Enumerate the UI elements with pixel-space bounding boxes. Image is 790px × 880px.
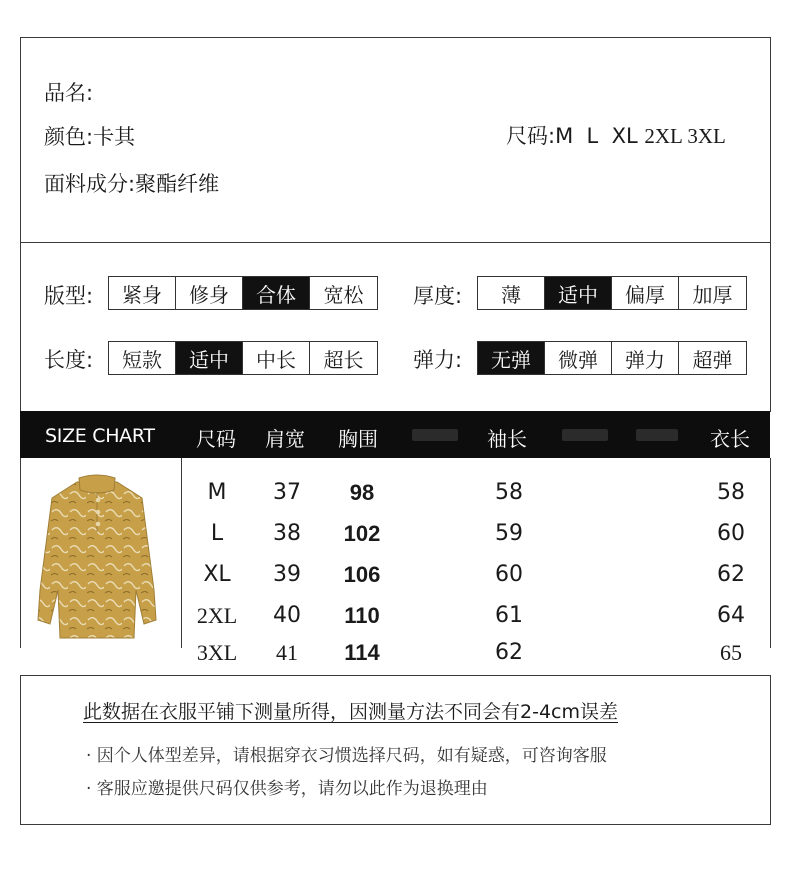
cell-size: 2XL (196, 603, 238, 628)
thickness-selector (477, 276, 747, 310)
size-chart-header (20, 411, 770, 458)
length-option-0: 短款 (109, 342, 176, 374)
cell-shoulder: 38 (273, 521, 301, 546)
cell-size: L (210, 521, 224, 546)
fit-option-2: 合体 (243, 277, 310, 309)
length-option-2: 中长 (243, 342, 310, 374)
fabric-label: 面料成分: (44, 172, 136, 196)
cell-length: 64 (717, 603, 745, 628)
elasticity-label: 弹力: (413, 348, 463, 372)
chart-left-line (20, 458, 21, 648)
fit-selector (108, 276, 378, 310)
header-size: 尺码 (196, 427, 236, 451)
thickness-option-3: 加厚 (692, 282, 733, 307)
header-chest: 胸围 (338, 427, 378, 451)
elasticity-option-2: 弹力 (612, 342, 679, 374)
notes-left (20, 675, 21, 825)
elasticity-option-3: 超弹 (692, 347, 733, 372)
cell-chest: 102 (343, 521, 381, 546)
section-divider (20, 242, 771, 243)
fabric-value: 聚酯纤维 (135, 172, 220, 196)
sizes-sans: M L XL (555, 124, 638, 148)
image-divider (181, 458, 182, 648)
size-row (506, 120, 726, 150)
cell-sleeve: 58 (495, 480, 523, 505)
cell-length: 60 (717, 521, 745, 546)
cell-length: 65 (720, 640, 742, 665)
header-sleeve: 袖长 (487, 427, 527, 451)
header-smudge (412, 429, 458, 441)
cell-size: 3XL (196, 640, 238, 665)
color-value: 卡其 (93, 125, 136, 149)
header-length: 衣长 (710, 427, 750, 451)
thickness-label: 厚度: (413, 284, 463, 308)
color-row (44, 121, 135, 151)
notes-bottom (20, 824, 771, 825)
fabric-row (44, 168, 219, 198)
chart-right-line (770, 458, 771, 648)
cell-chest: 98 (349, 480, 375, 505)
elasticity-option-0: 无弹 (478, 342, 545, 374)
cell-sleeve: 59 (495, 521, 523, 546)
cell-sleeve: 60 (495, 562, 523, 587)
thickness-option-1: 适中 (545, 277, 612, 309)
cell-chest: 114 (344, 640, 380, 665)
notes-right (770, 675, 771, 825)
cell-chest: 110 (344, 603, 380, 628)
fit-label: 版型: (44, 284, 94, 308)
length-label: 长度: (44, 348, 94, 372)
color-label: 颜色: (44, 125, 94, 149)
cell-length: 62 (717, 562, 745, 587)
cell-size: M (207, 480, 227, 505)
cell-sleeve: 62 (495, 640, 523, 665)
note-bullet-1: · 因个人体型差异，请根据穿衣习惯选择尺码，如有疑惑，可咨询客服 (86, 746, 607, 766)
length-option-3: 超长 (323, 347, 364, 372)
header-smudge (562, 429, 608, 441)
cell-size: XL (203, 562, 231, 587)
length-selector (108, 341, 378, 375)
note-bullet-2: · 客服应邀提供尺码仅供参考，请勿以此作为退换理由 (86, 779, 488, 799)
cell-chest: 106 (343, 562, 381, 587)
cell-length: 58 (717, 480, 745, 505)
thickness-option-0: 薄 (478, 277, 545, 309)
frame-top (20, 37, 771, 38)
cell-shoulder: 37 (273, 480, 301, 505)
fit-option-0: 紧身 (109, 277, 176, 309)
notes-top (20, 675, 771, 676)
fit-option-3: 宽松 (323, 282, 364, 307)
header-smudge (636, 429, 678, 441)
thickness-option-2: 偏厚 (612, 277, 679, 309)
elasticity-option-1: 微弹 (545, 342, 612, 374)
fit-option-1: 修身 (176, 277, 243, 309)
cell-shoulder: 40 (273, 603, 301, 628)
sizes-serif: 2XL 3XL (644, 124, 726, 148)
measurement-note: 此数据在衣服平铺下测量所得，因测量方法不同会有2-4cm误差 (83, 701, 618, 723)
frame-right-top (770, 37, 771, 412)
cell-sleeve: 61 (495, 603, 523, 628)
product-name-label: 品名: (44, 81, 94, 105)
length-option-1: 适中 (176, 342, 243, 374)
header-shoulder: 肩宽 (265, 427, 305, 451)
frame-left-top (20, 37, 21, 412)
blouse-image (32, 470, 162, 640)
cell-shoulder: 41 (276, 640, 298, 665)
elasticity-selector (477, 341, 747, 375)
cell-shoulder: 39 (273, 562, 301, 587)
size-chart-title: SIZE CHART (45, 425, 155, 447)
size-label: 尺码: (506, 124, 556, 148)
